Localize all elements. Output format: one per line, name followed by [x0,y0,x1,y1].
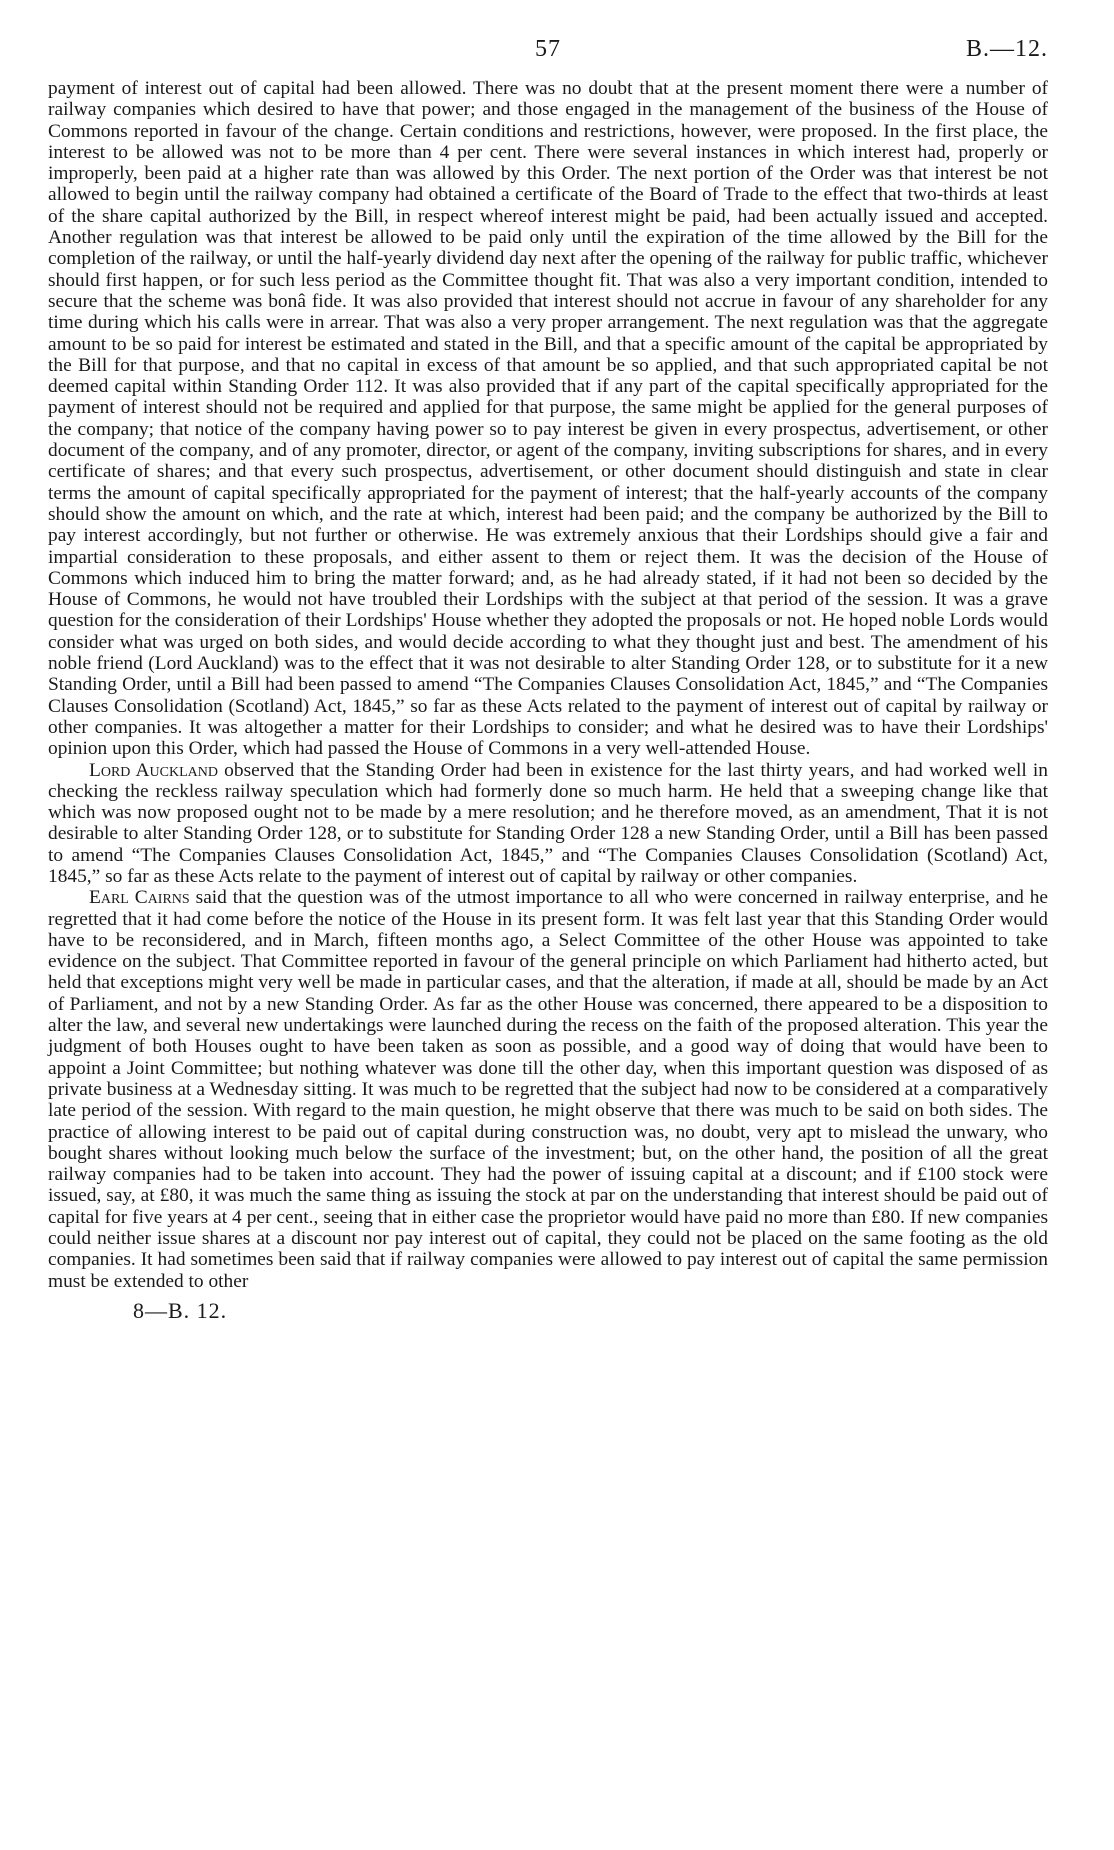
paragraph-continuation [48,78,1048,760]
paragraph-text: said that the question was of the utmost importance to all who were concerned in railway enterprise, and he regretted that it had come before the notice of the House in its present form. It was felt last year that this Standing Order would have to be reconsidered, and in March, fifteen months ago, a Select Committee of the other House was appointed to take evidence on the subject. That Committee reported in favour of the general principle on which Parliament had hitherto acted, but held that exceptions might very well be made in particular cases, and that the alteration, if made at all, should be made by an Act of Parliament, and not by a new Standing Order. As far as the other House was concerned, there appeared to be a disposition to alter the law, and several new undertakings were launched during the recess on the faith of the proposed alteration. This year the judgment of both Houses ought to have been taken as soon as possible, and a good way of doing that would have been to appoint a Joint Committee; but nothing whatever was done till the other day, when this important question was disposed of as private business at a Wednesday sitting. It was much to be regretted that the subject had now to be considered at a comparatively late period of the session. With regard to the main question, he might observe that there was much to be said on both sides. The practice of allowing interest to be paid out of capital during construction was, no doubt, very apt to mislead the unwary, who bought shares without looking much below the surface of the investment; but, on the other hand, the position of all the great railway companies had to be taken into account. They had the power of issuing capital at a discount; and if £100 stock were issued, say, at £80, it was much the same thing as issuing the stock at par on the understanding that interest should be paid out of capital for five years at 4 per cent., seeing that in either case the proprietor would have paid no more than £80. If new companies could neither issue shares at a discount nor pay interest out of capital, they could not be placed on the same footing as the old companies. It had sometimes been said that if railway companies were allowed to pay interest out of capital the same permission must be extended to other [48,887,1048,1292]
body-text [48,78,1048,1292]
speaker-name: Lord Auckland [89,759,218,781]
page-number: 57 [535,36,561,62]
paragraph-text: observed that the Standing Order had been in existence for the last thirty years, and had worked well in checking the reckless railway speculation which had formerly done so much harm. He held that a sweeping change like that which was now proposed ought not to be made by a mere resolution; and he therefore moved, as an amendment, That it is not desirable to alter Standing Order 128, or to substitute for Standing Order 128 a new Standing Order, until a Bill has been passed to amend “The Companies Clauses Consolidation Act, 1845,” and “The Companies Clauses Consolidation (Scotland) Act, 1845,” so far as these Acts relate to the payment of interest out of capital by railway or other companies. [48,759,1048,887]
speaker-name: Earl Cairns [89,887,190,909]
page-header [48,30,1048,78]
signature-mark: 8—B. 12. [133,1297,228,1323]
document-page [48,30,1048,1324]
document-reference: B.—12. [965,36,1048,62]
paragraph-lord-auckland [48,760,1048,888]
paragraph-earl-cairns [48,887,1048,1292]
paragraph-text: payment of interest out of capital had been allowed. There was no doubt that at the present moment there were a number of railway companies which desired to have that power; and those engaged in the management of the business of the House of Commons reported in favour of the change. Certain conditions and restrictions, however, were proposed. In the first place, the interest to be allowed was not to be more than 4 per cent. There were several instances in which interest had, properly or improperly, been paid at a higher rate than was allowed by this Order. The next portion of the Order was that interest be not allowed to begin until the railway company had obtained a certificate of the Board of Trade to the effect that two-thirds at least of the share capital authorized by the Bill, in respect whereof interest might be paid, had been actually issued and accepted. Another regulation was that interest be allowed to be paid only until the expiration of the time allowed by the Bill for the completion of the railway, or until the half-yearly dividend day next after the opening of the railway for public traffic, whichever should first happen, or for such less period as the Committee thought fit. That was also a very important condition, intended to secure that the scheme was bonâ fide. It was also provided that interest should not accrue in favour of any shareholder for any time during which his calls were in arrear. That was also a very proper arrangement. The next regulation was that the aggregate amount to be so paid for interest be estimated and stated in the Bill, and that a specific amount of the capital be appropriated by the Bill for that purpose, and that no capital in excess of that amount be so applied, and that such appropriated capital be not deemed capital within Standing Order 112. It was also provided that if any part of the capital specifically appropriated for the payment of interest should not be required and applied for that purpose, the same might be applied for the general purposes of the company; that notice of the company having power so to pay interest be given in every prospectus, advertisement, or other document of the company, and of any promoter, director, or agent of the company, inviting subscriptions for shares, and in every certificate of shares; and that every such prospectus, advertisement, or other document should distinguish and state in clear terms the amount of capital specifically appropriated for the payment of interest; that the half-yearly accounts of the company should show the amount on which, and the rate at which, interest had been paid; and the company be authorized by the Bill to pay interest accordingly, but not further or otherwise. He was extremely anxious that their Lordships should give a fair and impartial consideration to these proposals, and either assent to them or reject them. It was the decision of the House of Commons which induced him to bring the matter forward; and, as he had already stated, if it had not been so decided by the House of Commons, he would not have troubled their Lordships with the subject at that period of the session. It was a grave question for the consideration of their Lordships' House whether they adopted the proposals or not. He hoped noble Lords would consider what was urged on both sides, and would decide according to what they thought just and best. The amendment of his noble friend (Lord Auckland) was to the effect that it was not desirable to alter Standing Order 128, or to substitute for it a new Standing Order, until a Bill had been passed to amend “The Companies Clauses Consolidation Act, 1845,” and “The Companies Clauses Consolidation (Scotland) Act, 1845,” so far as these Acts related to the payment of interest out of capital by railway or other companies. It was altogether a matter for their Lordships to consider; and what he desired was to have their Lordships' opinion upon this Order, which had passed the House of Commons in a very well-attended House. [48,78,1048,760]
